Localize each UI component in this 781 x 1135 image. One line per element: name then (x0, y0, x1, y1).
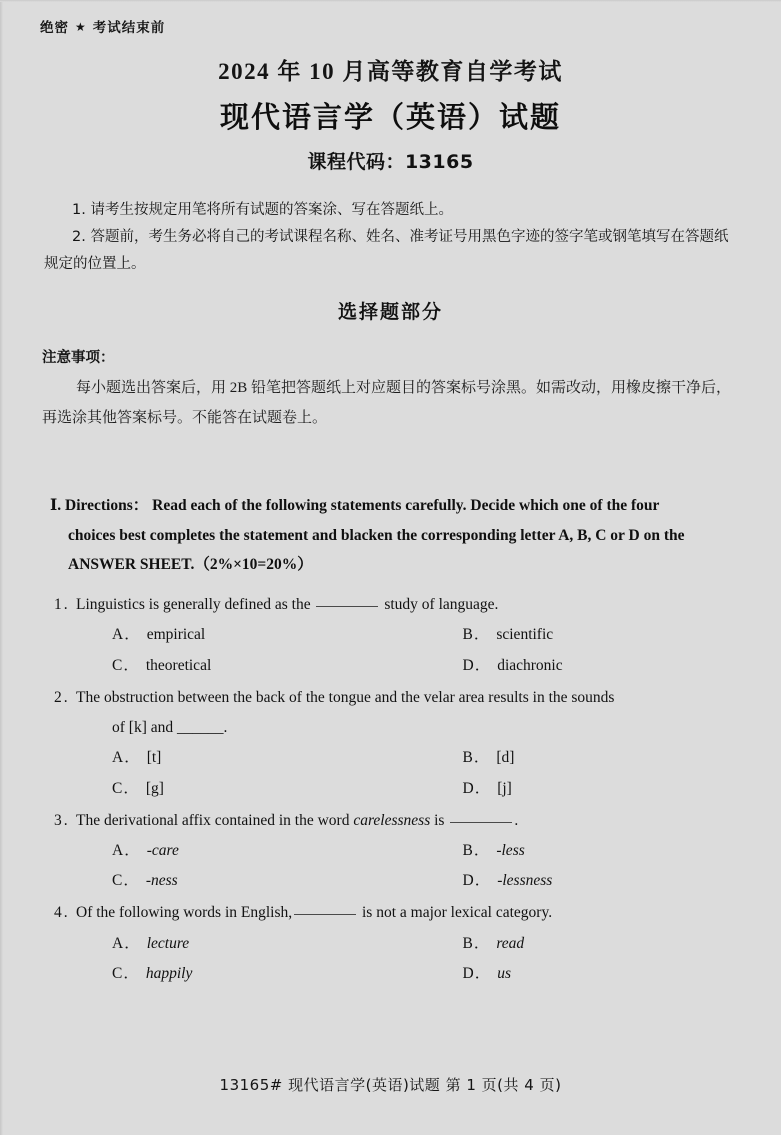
option-a[interactable] (40, 836, 391, 866)
secrecy-suffix: 考试结束前 (92, 20, 166, 36)
option-label: D． (462, 964, 492, 982)
option-label: D． (462, 779, 492, 797)
question-stem (40, 806, 741, 836)
option-value: diachronic (497, 656, 563, 674)
star-icon: ★ (75, 20, 87, 34)
option-b[interactable] (391, 929, 742, 959)
question-text (76, 806, 705, 836)
option-value: [j] (497, 779, 512, 797)
title-block (40, 53, 741, 174)
notice-label: 注意事项： (42, 350, 115, 367)
question-number: 3. (54, 811, 70, 829)
question-stem-after: study of language. (384, 596, 499, 614)
option-label: C． (112, 964, 140, 982)
option-value: read (496, 934, 525, 952)
page-title: 现代语言学（英语）试题 (219, 100, 561, 134)
question-stem-before: Linguistics is generally defined as the (76, 596, 311, 614)
option-value: us (497, 964, 511, 982)
option-label: C． (112, 872, 140, 890)
directions-block (40, 491, 741, 580)
option-label: C． (112, 779, 140, 797)
option-d[interactable] (391, 651, 742, 681)
exam-year-title: 2024 年 10 月高等教育自学考试 (218, 59, 563, 84)
option-label: A． (112, 934, 141, 952)
question-text (76, 898, 705, 928)
option-label: A． (112, 749, 141, 767)
directions-label: Directions： (65, 496, 149, 514)
question-stem-after: . (514, 811, 519, 829)
option-d[interactable] (391, 774, 742, 804)
option-value: [t] (146, 749, 162, 767)
secrecy-prefix: 绝密 (40, 20, 69, 36)
option-value: -lessness (497, 872, 553, 890)
instruction-item-1: 1. 请考生按规定用笔将所有试题的答案涂、写在答题纸上。 (72, 202, 453, 218)
question-list (40, 590, 741, 989)
instructions-list (40, 197, 741, 277)
option-label: D． (462, 656, 492, 674)
question-text (76, 590, 705, 620)
question-number: 4. (54, 904, 70, 922)
directions-roman: Ⅰ. (50, 496, 62, 514)
option-group (40, 929, 741, 989)
option-value: happily (145, 964, 193, 982)
option-b[interactable] (391, 836, 742, 866)
option-group (40, 743, 741, 803)
option-value: theoretical (145, 656, 212, 674)
option-d[interactable] (391, 959, 742, 989)
option-group (40, 620, 741, 680)
option-label: A． (112, 841, 141, 859)
option-b[interactable] (391, 620, 742, 650)
option-label: B． (462, 934, 491, 952)
question-item (40, 898, 741, 989)
question-item (40, 590, 741, 681)
page-footer: 13165# 现代语言学(英语)试题 第 1 页(共 4 页) (219, 1076, 562, 1094)
option-c[interactable] (40, 774, 391, 804)
question-number: 1. (54, 596, 70, 614)
option-c[interactable] (40, 651, 391, 681)
question-stem (40, 898, 741, 928)
option-value: -ness (145, 872, 178, 890)
italic-term: carelessness (353, 811, 431, 829)
question-item (40, 806, 741, 897)
option-c[interactable] (40, 866, 391, 896)
question-stem (40, 683, 741, 713)
option-value: lecture (146, 934, 190, 952)
answer-blank[interactable] (450, 810, 512, 823)
section-heading: 选择题部分 (337, 301, 443, 324)
option-b[interactable] (391, 743, 742, 773)
question-text: The obstruction between the back of the tongue and the velar area results in the sounds (76, 688, 615, 706)
question-stem-before: Of the following words in English, (76, 904, 293, 922)
option-label: B． (462, 749, 491, 767)
question-item (40, 683, 741, 804)
question-stem-before: The derivational affix contained in the word carelessness is (76, 811, 445, 829)
option-a[interactable] (40, 620, 391, 650)
option-label: A． (112, 626, 141, 644)
directions-text: Read each of the following statements carefully. Decide which one of the four choices best completes the statement and blacken the corresponding letter A, B, C or D on the ANSWER SHEET.（2%×10=20%） (68, 496, 685, 574)
option-value: empirical (146, 626, 206, 644)
option-value: [d] (496, 749, 515, 767)
option-a[interactable] (40, 929, 391, 959)
notice-body: 每小题选出答案后，用 2B 铅笔把答题纸上对应题目的答案标号涂黑。如需改动，用橡皮擦干净后，再选涂其他答案标号。不能答在试题卷上。 (42, 380, 732, 426)
answer-blank[interactable] (316, 594, 378, 607)
answer-blank[interactable] (294, 902, 356, 915)
question-stem-after: is not a major lexical category. (362, 904, 553, 922)
option-group (40, 836, 741, 896)
question-number: 2. (54, 688, 70, 706)
option-value: [g] (145, 779, 164, 797)
instruction-item-2: 2. 答题前，考生务必将自己的考试课程名称、姓名、准考证号用黑色字迹的签字笔或钢笔填写在答题纸规定的位置上。 (44, 228, 729, 272)
option-label: B． (462, 841, 491, 859)
option-d[interactable] (391, 866, 742, 896)
option-label: C． (112, 656, 140, 674)
option-value: -care (146, 841, 179, 859)
secrecy-notice (40, 0, 741, 36)
option-value: -less (496, 841, 525, 859)
option-c[interactable] (40, 959, 391, 989)
option-a[interactable] (40, 743, 391, 773)
question-continuation (40, 713, 741, 743)
question-stem (40, 590, 741, 620)
option-label: D． (462, 872, 492, 890)
course-code: 课程代码：13165 (307, 151, 474, 173)
option-value: scientific (496, 626, 554, 644)
option-label: B． (462, 626, 491, 644)
question-continuation-text: of [k] and ______. (112, 719, 228, 737)
